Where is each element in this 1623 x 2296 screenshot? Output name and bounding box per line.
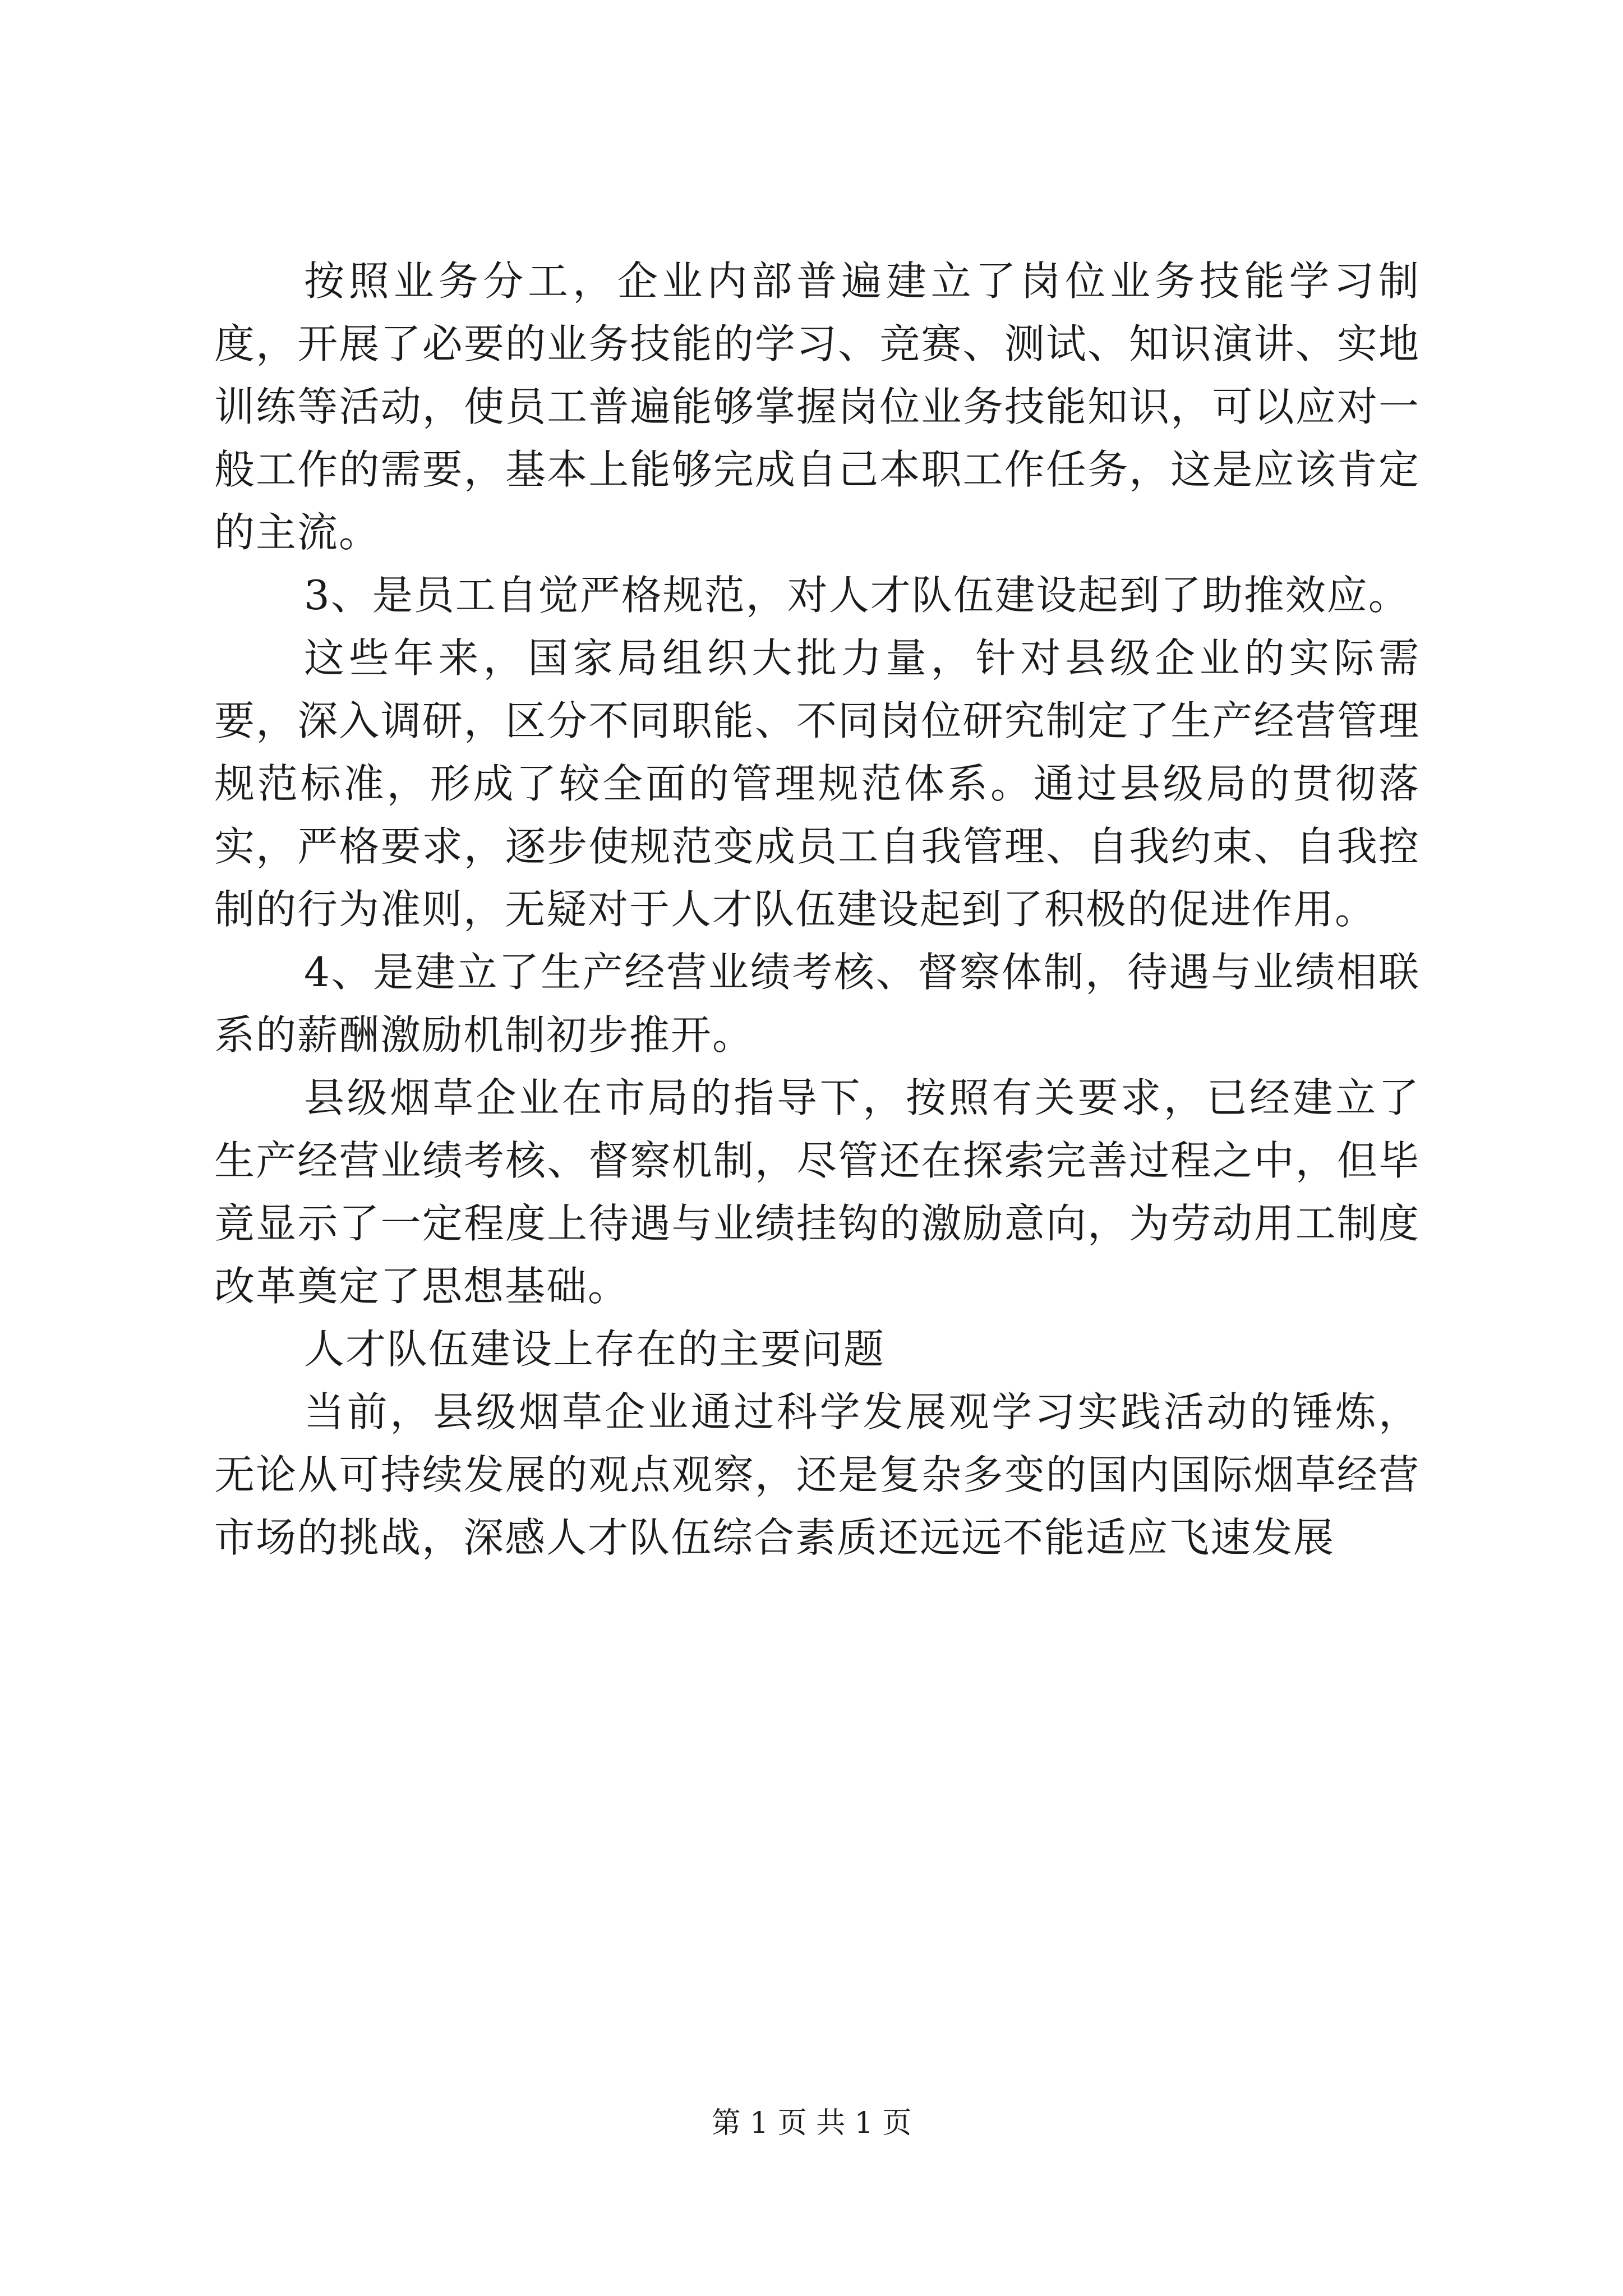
paragraph-point-4: 4、是建立了生产经营业绩考核、督察体制，待遇与业绩相联系的薪酬激励机制初步推开。 xyxy=(214,949,1420,1059)
paragraph-performance-assessment: 县级烟草企业在市局的指导下，按照有关要求，已经建立了生产经营业绩考核、督察机制，尽管还在探索完善过程之中，但毕竟显示了一定程度上待遇与业绩挂钩的激励意向，为劳动用工制度改革奠定了思想基础。 xyxy=(214,1074,1420,1310)
paragraph-skills-training: 按照业务分工，企业内部普遍建立了岗位业务技能学习制度，开展了必要的业务技能的学习、竞赛、测试、知识演讲、实地训练等活动，使员工普遍能够掌握岗位业务技能知识，可以应对一般工作的需要，基本上能够完成自己本职工作任务，这是应该肯定的主流。 xyxy=(214,257,1420,556)
paragraph-point-3: 3、是员工自觉严格规范，对人才队伍建设起到了助推效应。 xyxy=(304,572,1410,619)
paragraph-management-standards: 这些年来，国家局组织大批力量，针对县级企业的实际需要，深入调研，区分不同职能、不同岗位研究制定了生产经营管理规范标准，形成了较全面的管理规范体系。通过县级局的贯彻落实，严格要求，逐步使规范变成员工自我管理、自我约束、自我控制的行为准则，无疑对于人才队伍建设起到了积极的促进作用。 xyxy=(214,634,1420,933)
document-body xyxy=(214,250,1420,1569)
page-footer: 第 1 页 共 1 页 xyxy=(711,2106,912,2140)
section-heading-main-problems: 人才队伍建设上存在的主要问题 xyxy=(304,1326,886,1373)
paragraph-current-situation: 当前，县级烟草企业通过科学发展观学习实践活动的锤炼，无论从可持续发展的观点观察，还是复杂多变的国内国际烟草经营市场的挑战，深感人才队伍综合素质还远远不能适应飞速发展 xyxy=(214,1388,1420,1561)
